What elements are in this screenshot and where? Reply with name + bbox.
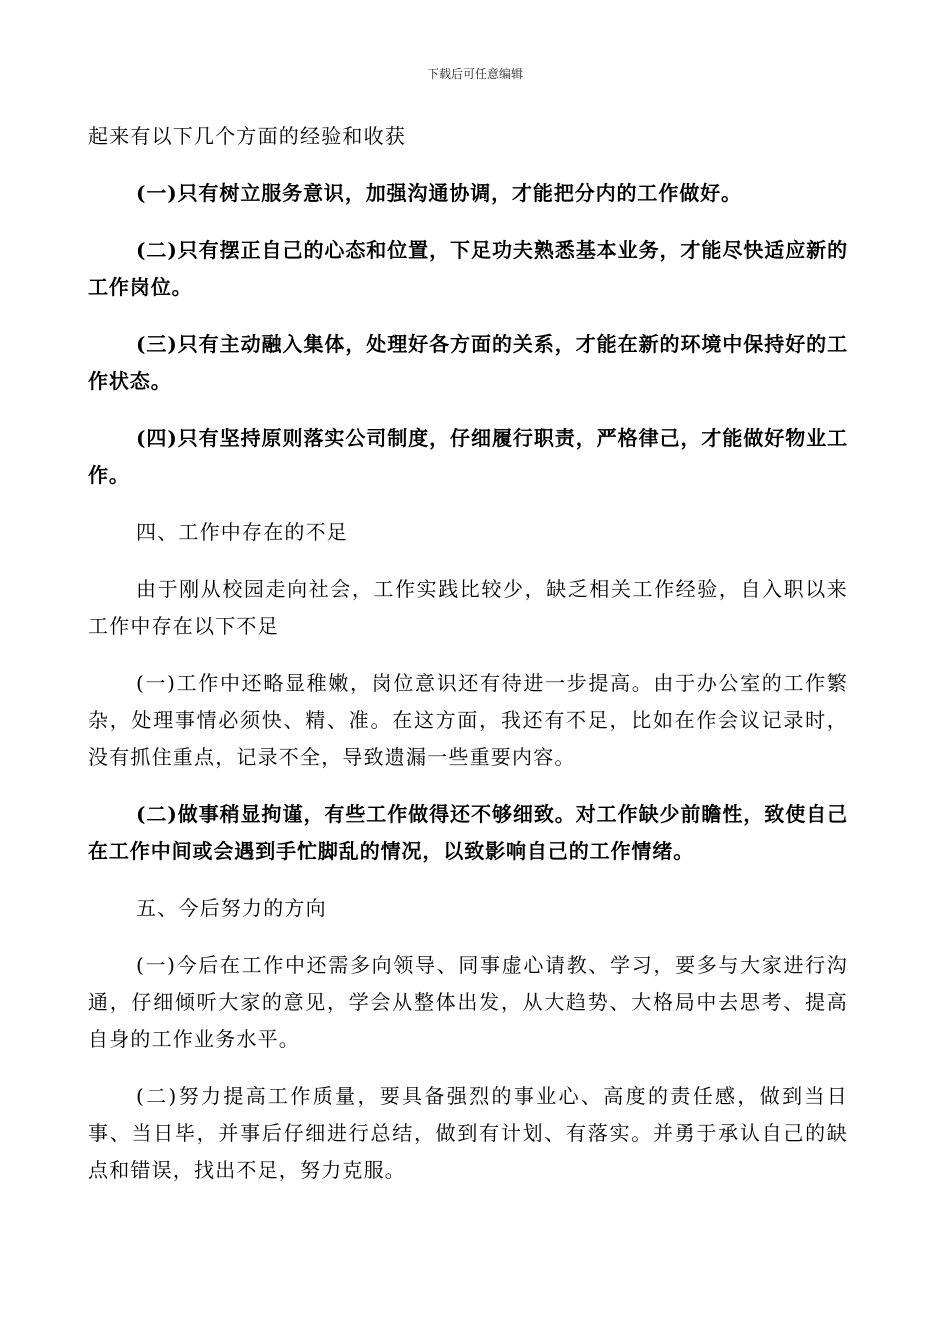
section-heading-shortcomings: 四、工作中存在的不足 xyxy=(136,520,348,544)
paragraph-shortcomings-intro: 由于刚从校园走向社会，工作实践比较少，缺乏相关工作经验，自入职以来工作中存在以下不足 xyxy=(88,577,848,638)
page-header: 下载后可任意编辑 xyxy=(426,67,523,81)
paragraph-direction-2: (二)努力提高工作质量，要具备强烈的事业心、高度的责任感，做到当日事、当日毕，并事后仔细进行总结，做到有计划、有落实。并勇于承认自己的缺点和错误，找出不足，努力克服。 xyxy=(88,1084,848,1182)
paragraph-experience-2: (二)只有摆正自己的心态和位置，下足功夫熟悉基本业务，才能尽快适应新的工作岗位。 xyxy=(88,238,848,299)
paragraph-experience-3: (三)只有主动融入集体，处理好各方面的关系，才能在新的环境中保持好的工作状态。 xyxy=(88,332,848,393)
section-heading-future-direction: 五、今后努力的方向 xyxy=(136,896,327,920)
paragraph-direction-1: (一)今后在工作中还需多向领导、同事虚心请教、学习，要多与大家进行沟通，仔细倾听大家的意见，学会从整体出发，从大趋势、大格局中去思考、提高自身的工作业务水平。 xyxy=(88,953,848,1051)
paragraph-continuation: 起来有以下几个方面的经验和收获 xyxy=(88,124,406,148)
paragraph-shortcoming-1: (一)工作中还略显稚嫩，岗位意识还有待进一步提高。由于办公室的工作繁杂，处理事情必须快、精、准。在这方面，我还有不足，比如在作会议记录时，没有抓住重点，记录不全，导致遗漏一些重要内容。 xyxy=(88,671,848,769)
paragraph-experience-4: (四)只有坚持原则落实公司制度，仔细履行职责，严格律己，才能做好物业工作。 xyxy=(88,426,848,487)
paragraph-experience-1: (一)只有树立服务意识，加强沟通协调，才能把分内的工作做好。 xyxy=(136,181,742,205)
paragraph-shortcoming-2: (二)做事稍显拘谨，有些工作做得还不够细致。对工作缺少前瞻性，致使自己在工作中间或会遇到手忙脚乱的情况，以致影响自己的工作情绪。 xyxy=(88,802,848,863)
document-body xyxy=(88,118,848,1189)
